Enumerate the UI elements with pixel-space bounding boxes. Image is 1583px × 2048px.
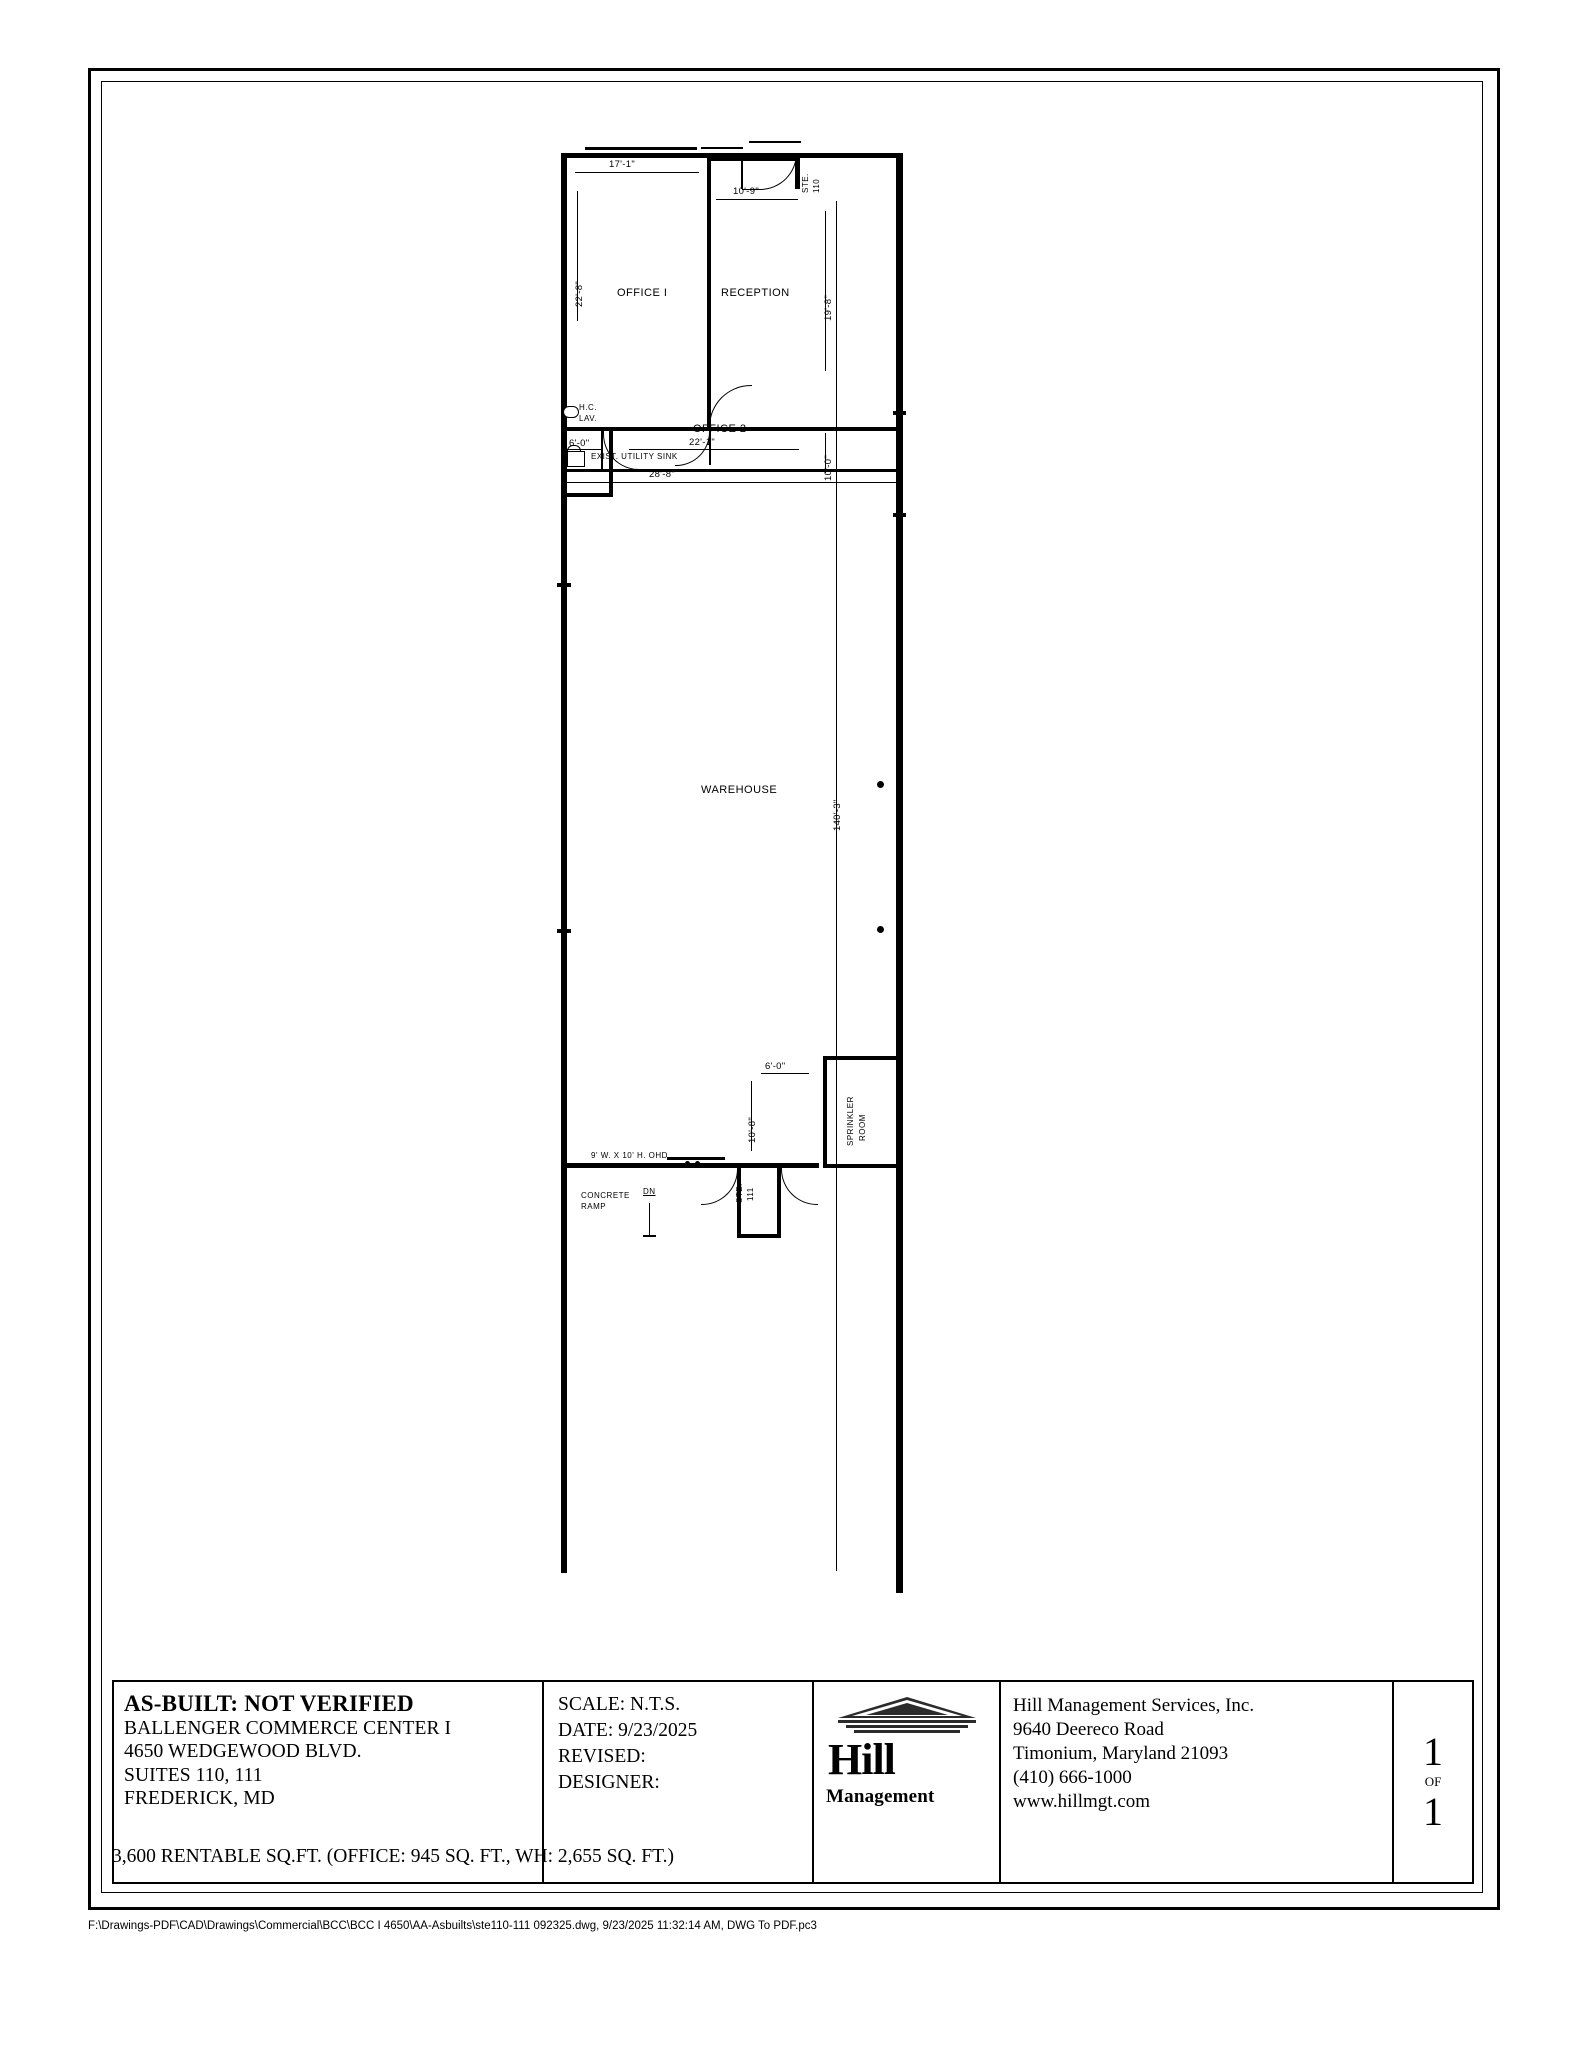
company-website[interactable]: www.hillmgt.com bbox=[1013, 1791, 1151, 1813]
room-label-office1: OFFICE I bbox=[617, 287, 668, 299]
company-name: Hill Management Services, Inc. bbox=[1013, 1695, 1255, 1716]
title-block-company bbox=[1001, 1682, 1394, 1882]
dimline-lav-width bbox=[563, 449, 603, 450]
wall-tick-left-1 bbox=[557, 583, 571, 587]
utility-sink-box bbox=[567, 451, 585, 467]
company-street: 9640 Deereco Road bbox=[1013, 1719, 1164, 1741]
wall-ste111-right bbox=[777, 1168, 781, 1238]
label-ste110-line1: STE. bbox=[801, 173, 810, 193]
label-ste110-line2: 110 bbox=[812, 178, 821, 193]
dimline-reception-width bbox=[716, 199, 798, 200]
dim-overall-width: 28'-8" bbox=[649, 469, 675, 480]
room-label-hclav-line2: LAV. bbox=[579, 414, 598, 423]
dimline-overall-width bbox=[567, 482, 897, 483]
wall-ste111-left bbox=[737, 1168, 741, 1238]
storefront-top-2 bbox=[701, 147, 743, 149]
wall-sprinkler-left bbox=[823, 1056, 827, 1168]
logo-subtitle: Management bbox=[826, 1786, 935, 1807]
label-ohd: 9' W. X 10' H. OHD bbox=[591, 1151, 668, 1160]
dim-reception-height: 19'-8" bbox=[823, 295, 834, 321]
dim-office2-height: 10'-0" bbox=[823, 455, 834, 481]
dim-sprinkler-height: 10'-8" bbox=[747, 1117, 758, 1143]
footer-file-path: F:\Drawings-PDF\CAD\Drawings\Commercial\BCC\BCC I 4650\AA-Asbuilts\ste110-111 092325.dwg, 9/23/2025 11:32:14 AM, DWG To PDF.pc3 bbox=[88, 1920, 817, 1932]
room-label-warehouse: WAREHOUSE bbox=[701, 784, 778, 796]
ramp-arrow-line bbox=[649, 1203, 650, 1237]
dim-overall-depth: 140'-3" bbox=[832, 799, 843, 831]
page-number: 1 bbox=[1423, 1729, 1443, 1775]
dimline-office1-width bbox=[575, 172, 699, 173]
page-total: 1 bbox=[1423, 1788, 1443, 1834]
label-utility-sink: EXIST. UTILITY SINK bbox=[591, 452, 678, 461]
wall-lav-bottom bbox=[561, 493, 613, 497]
wall-tick-left-2 bbox=[557, 929, 571, 933]
label-dn: DN bbox=[643, 1187, 656, 1196]
label-ste111-line2: 111 bbox=[746, 1187, 755, 1201]
title-heading: AS-BUILT: NOT VERIFIED bbox=[124, 1691, 414, 1716]
title-date: DATE: 9/23/2025 bbox=[558, 1720, 698, 1742]
dim-office2-width: 22'-1" bbox=[689, 437, 715, 448]
lav-fixture-sink bbox=[563, 406, 579, 418]
title-designer: DESIGNER: bbox=[558, 1772, 660, 1794]
title-suites: SUITES 110, 111 bbox=[124, 1764, 263, 1786]
wall-exterior-right bbox=[896, 153, 903, 1593]
company-citystate: Timonium, Maryland 21093 bbox=[1013, 1743, 1229, 1765]
reception-sill bbox=[711, 158, 797, 161]
company-phone: (410) 666-1000 bbox=[1013, 1767, 1132, 1789]
ohd-jamb-2 bbox=[695, 1161, 700, 1166]
page-of-label: OF bbox=[1424, 1774, 1442, 1790]
dim-reception-width: 10'-9" bbox=[733, 186, 759, 197]
room-label-reception: RECEPTION bbox=[721, 287, 790, 299]
wall-tick-right-1 bbox=[893, 411, 906, 415]
column-2 bbox=[877, 926, 884, 933]
room-label-office2: OFFICE 2 bbox=[693, 423, 747, 435]
title-address: 4650 WEDGEWOOD BLVD. bbox=[124, 1741, 362, 1763]
wall-tick-right-2 bbox=[893, 513, 906, 517]
title-area: 3,600 RENTABLE SQ.FT. (OFFICE: 945 SQ. FT., WH: 2,655 SQ. FT.) bbox=[112, 1846, 674, 1867]
dimline-office2-width bbox=[629, 449, 799, 450]
title-revised: REVISED: bbox=[558, 1746, 646, 1768]
wall-ste111-bottom bbox=[737, 1234, 781, 1238]
label-concrete-ramp-line1: CONCRETE bbox=[581, 1191, 630, 1200]
wall-warehouse-top bbox=[561, 469, 903, 472]
title-city: FREDERICK, MD bbox=[124, 1787, 275, 1809]
dim-lav-width: 6'-0" bbox=[569, 438, 590, 449]
wall-lav-right bbox=[609, 431, 613, 497]
logo-wordmark: Hill bbox=[828, 1735, 895, 1784]
room-label-sprinkler-line2: ROOM bbox=[858, 1114, 867, 1141]
wall-exterior-left bbox=[561, 153, 567, 1573]
dim-office1-height: 22'-8" bbox=[574, 281, 585, 307]
label-concrete-ramp-line2: RAMP bbox=[581, 1202, 607, 1211]
ohd-jamb-1 bbox=[685, 1161, 690, 1166]
title-block-page bbox=[1394, 1682, 1472, 1882]
hill-management-logo bbox=[814, 1682, 1001, 1882]
wall-sprinkler-top bbox=[823, 1056, 903, 1060]
label-ste111-line1: STE. bbox=[735, 1183, 744, 1203]
ste111-door-arc bbox=[781, 1168, 818, 1205]
ste111-door-arc2 bbox=[701, 1168, 738, 1205]
wall-sprinkler-bottom bbox=[823, 1164, 903, 1168]
room-label-hclav-line1: H.C. bbox=[579, 403, 597, 412]
title-project: BALLENGER COMMERCE CENTER I bbox=[124, 1718, 452, 1740]
dimline-overall-depth bbox=[836, 201, 837, 1571]
storefront-top bbox=[585, 147, 697, 150]
dimline-reception-height bbox=[825, 211, 826, 371]
floor-plan bbox=[101, 81, 1481, 1661]
dim-office1-width: 17'-1" bbox=[609, 159, 635, 170]
title-scale: SCALE: N.T.S. bbox=[558, 1694, 681, 1715]
column-1 bbox=[877, 781, 884, 788]
dimline-sprinkler-width bbox=[761, 1073, 809, 1074]
entry-door-head bbox=[749, 141, 801, 143]
ramp-arrow-head bbox=[643, 1235, 656, 1237]
ohd-opening bbox=[667, 1157, 725, 1160]
room-label-sprinkler-line1: SPRINKLER bbox=[846, 1096, 855, 1146]
dim-sprinkler-width: 6'-0" bbox=[765, 1061, 786, 1072]
roof-icon bbox=[836, 1696, 978, 1736]
